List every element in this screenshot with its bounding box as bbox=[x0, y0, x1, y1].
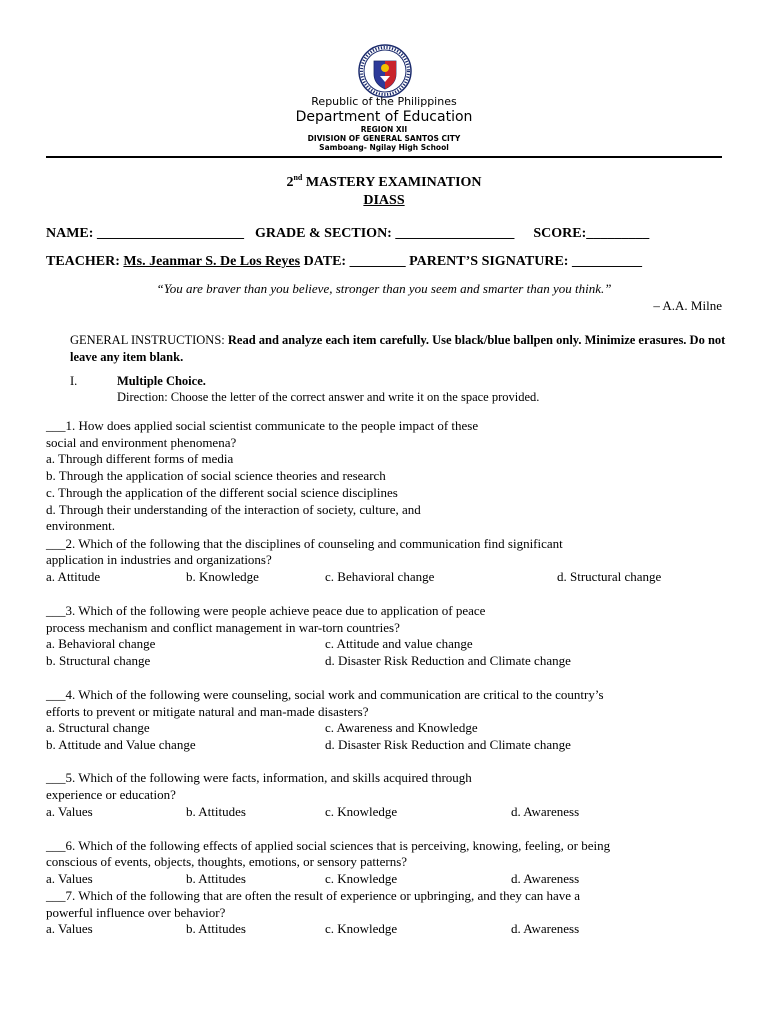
header-region: REGION XII bbox=[360, 125, 408, 134]
score-field[interactable]: _________ bbox=[586, 226, 650, 241]
q4-option-b: b. Attitude and Value change bbox=[46, 737, 196, 752]
q2-option-c: c. Behavioral change bbox=[325, 569, 435, 584]
q7-line1: ___7. Which of the following that are often the result of experience or upbringing, and they can have a bbox=[46, 888, 581, 903]
q1-option-d: d. Through their understanding of the interaction of society, culture, and bbox=[46, 502, 421, 517]
parent-signature-label: PARENT’S SIGNATURE: bbox=[409, 254, 569, 269]
instructions-text: Read and analyze each item carefully. Use black/blue ballpen only. Minimize erasures. Do not leave any item blank. bbox=[70, 333, 726, 364]
q5-option-d: d. Awareness bbox=[511, 804, 580, 819]
exam-ordinal: 2 bbox=[286, 175, 294, 190]
q6-line1: ___6. Which of the following effects of applied social sciences that is perceiving, knowing, feeling, or being bbox=[46, 838, 611, 853]
grade-section-label: GRADE & SECTION: bbox=[254, 226, 392, 241]
header-school: Samboang- Ngilay High School bbox=[319, 143, 449, 152]
header-department: Department of Education bbox=[295, 109, 473, 125]
q7-option-a: a. Values bbox=[46, 921, 93, 936]
exam-title-text: MASTERY EXAMINATION bbox=[305, 175, 482, 190]
q7-option-b: b. Attitudes bbox=[186, 921, 246, 936]
date-field[interactable]: ________ bbox=[349, 254, 406, 269]
instructions-label: GENERAL INSTRUCTIONS: bbox=[70, 333, 228, 347]
parent-signature-field[interactable]: __________ bbox=[571, 254, 642, 269]
q1-option-b: b. Through the application of social science theories and research bbox=[46, 468, 386, 483]
q2-line2: application in industries and organizations? bbox=[46, 552, 272, 567]
student-info-row bbox=[46, 227, 649, 241]
q4-option-a: a. Structural change bbox=[46, 720, 150, 735]
quote-author: – A.A. Milne bbox=[653, 298, 722, 313]
q4-option-d: d. Disaster Risk Reduction and Climate change bbox=[325, 737, 571, 752]
section-numeral: I. bbox=[70, 374, 78, 388]
header-republic: Republic of the Philippines bbox=[311, 95, 457, 108]
q3-option-d: d. Disaster Risk Reduction and Climate change bbox=[325, 653, 571, 668]
exam-ordinal-suffix: nd bbox=[293, 173, 303, 182]
q1-line1: ___1. How does applied social scientist communicate to the people impact of these bbox=[46, 418, 479, 433]
q3-option-c: c. Attitude and value change bbox=[325, 636, 473, 651]
section-direction: Direction: Choose the letter of the correct answer and write it on the space provided. bbox=[117, 390, 540, 404]
score-label: SCORE: bbox=[533, 226, 587, 241]
header-divider bbox=[46, 156, 722, 158]
header-division: DIVISION OF GENERAL SANTOS CITY bbox=[307, 134, 461, 143]
q4-line1: ___4. Which of the following were counseling, social work and communication are critical to the country’s bbox=[46, 687, 604, 702]
q5-line1: ___5. Which of the following were facts, information, and skills acquired through bbox=[46, 770, 472, 785]
teacher-label: TEACHER: bbox=[46, 254, 120, 269]
name-label: NAME: bbox=[46, 226, 94, 241]
deped-seal-icon bbox=[358, 44, 412, 98]
exam-subject: DIASS bbox=[363, 193, 405, 208]
q2-line1: ___2. Which of the following that the disciplines of counseling and communication find significant bbox=[46, 536, 563, 551]
name-field[interactable]: _____________________ bbox=[96, 226, 244, 241]
q1-option-c: c. Through the application of the different social science disciplines bbox=[46, 485, 398, 500]
q2-option-a: a. Attitude bbox=[46, 569, 101, 584]
q7-option-c: c. Knowledge bbox=[325, 921, 398, 936]
q4-option-c: c. Awareness and Knowledge bbox=[325, 720, 478, 735]
exam-title bbox=[0, 173, 768, 190]
q1-option-d-cont: environment. bbox=[46, 518, 115, 533]
general-instructions bbox=[70, 332, 730, 366]
quote-text: “You are braver than you believe, stronger than you seem and smarter than you think.” bbox=[156, 281, 612, 296]
q3-option-a: a. Behavioral change bbox=[46, 636, 156, 651]
q4-line2: efforts to prevent or mitigate natural and man-made disasters? bbox=[46, 704, 369, 719]
section-title: Multiple Choice. bbox=[117, 374, 206, 388]
q2-option-d: d. Structural change bbox=[557, 569, 662, 584]
q1-option-a: a. Through different forms of media bbox=[46, 451, 234, 466]
q5-option-b: b. Attitudes bbox=[186, 804, 246, 819]
q3-line2: process mechanism and conflict management in war-torn countries? bbox=[46, 620, 400, 635]
grade-section-field[interactable]: _________________ bbox=[395, 226, 515, 241]
q3-line1: ___3. Which of the following were people achieve peace due to application of peace bbox=[46, 603, 486, 618]
q3-option-b: b. Structural change bbox=[46, 653, 151, 668]
date-label: DATE: bbox=[303, 254, 347, 269]
q6-option-b: b. Attitudes bbox=[186, 871, 246, 886]
teacher-name: Ms. Jeanmar S. De Los Reyes bbox=[123, 254, 301, 269]
q7-option-d: d. Awareness bbox=[511, 921, 580, 936]
q2-option-b: b. Knowledge bbox=[186, 569, 259, 584]
q6-option-c: c. Knowledge bbox=[325, 871, 398, 886]
q5-option-c: c. Knowledge bbox=[325, 804, 398, 819]
q5-option-a: a. Values bbox=[46, 804, 93, 819]
q5-line2: experience or education? bbox=[46, 787, 176, 802]
q7-line2: powerful influence over behavior? bbox=[46, 905, 226, 920]
q1-line2: social and environment phenomena? bbox=[46, 435, 237, 450]
q6-line2: conscious of events, objects, thoughts, emotions, or sensory patterns? bbox=[46, 854, 408, 869]
q6-option-d: d. Awareness bbox=[511, 871, 580, 886]
q6-option-a: a. Values bbox=[46, 871, 93, 886]
teacher-info-row bbox=[46, 255, 642, 269]
